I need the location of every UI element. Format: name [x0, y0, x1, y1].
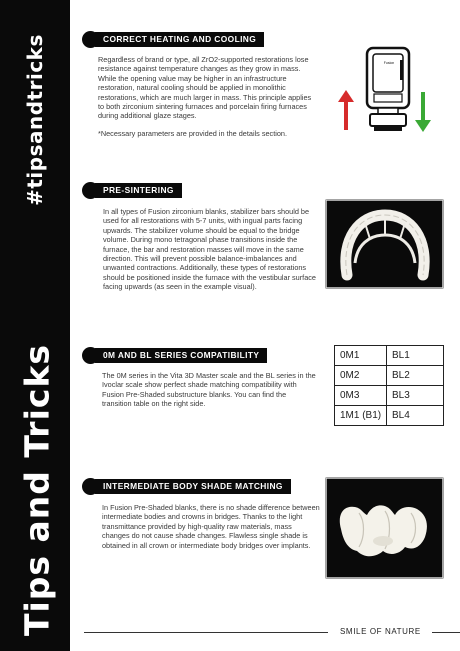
section-heating-header [82, 31, 264, 48]
furnace-label: Fusion [383, 61, 395, 65]
sidebar-title: Tips and Tricks [17, 343, 57, 637]
table-cell: 0M2 [335, 366, 387, 386]
section-intermediate-header [82, 478, 291, 495]
table-row [335, 366, 444, 386]
arrow-up-icon [338, 90, 354, 130]
section-heating-body: Regardless of brand or type, all ZrO2-supported restorations lose resistance against temperature changes as they grow in mass. While the opening value may be higher in an infrastructure restoration, natural cooling should be applied in monolithic restorations, which are much larger in mass. This principle applies to both zirconium sintering furnaces and porcelain firing furnaces during additional glaze stages. [98, 55, 312, 121]
section-presintering-title: PRE-SINTERING [95, 183, 182, 198]
footer-divider [84, 632, 328, 633]
sidebar [0, 0, 70, 651]
bridge-image [325, 477, 444, 579]
arrow-down-icon [415, 92, 431, 132]
table-cell: 0M1 [335, 346, 387, 366]
furnace-illustration [334, 40, 440, 136]
bullet-dot [82, 31, 99, 48]
shade-transition-table [334, 345, 444, 426]
section-intermediate-title: INTERMEDIATE BODY SHADE MATCHING [95, 479, 291, 494]
table-cell: BL2 [387, 366, 444, 386]
table-cell: BL3 [387, 386, 444, 406]
section-compat-title: 0M AND BL SERIES COMPATIBILITY [95, 348, 267, 363]
table-row [335, 346, 444, 366]
section-presintering-header [82, 182, 182, 199]
section-heating-note: *Necessary parameters are provided in the details section. [98, 129, 288, 138]
section-heating-title: CORRECT HEATING AND COOLING [95, 32, 264, 47]
furnace-door [373, 54, 403, 92]
footer-brand: SMILE OF NATURE [340, 627, 421, 636]
sidebar-hashtag: #tipsandtricks [23, 34, 47, 206]
section-presintering-body: In all types of Fusion zirconium blanks, stabilizer bars should be used for all restorations with 5-7 units, with ingual parts facing upwards. The stabilizer volume should be equal to the bridge volume. During mono tetragonal phase transitions inside the furnace, the bar and restoration masses will move in the same direction. This will prevent possible balance-imbalances and unwanted contractions. Additionally, these types of restorations should be positioned inside the furnace with the vestibular surface facing upwards (as seen in the example visual). [103, 207, 316, 292]
table-cell: 0M3 [335, 386, 387, 406]
bullet-dot [82, 347, 99, 364]
table-cell: BL4 [387, 406, 444, 426]
section-intermediate-body: In Fusion Pre-Shaded blanks, there is no shade difference between intermediate bodies and crowns in bridges. Thanks to the light transmittance provided by high-quality raw materials, mass changes do not cause shade changes. Flawless single shade is obtained in all crown or intermediate body bridges over implants. [102, 503, 320, 550]
table-cell: 1M1 (B1) [335, 406, 387, 426]
bullet-dot [82, 182, 99, 199]
table-row [335, 406, 444, 426]
bullet-dot [82, 478, 99, 495]
section-compat-body: The 0M series in the Vita 3D Master scale and the BL series in the Ivoclar scale show perfect shade matching compatibility with Fusion Pre-Shaded substructure blanks. You can find the transition table on the right side. [102, 371, 316, 409]
table-cell: BL1 [387, 346, 444, 366]
footer-divider [432, 632, 460, 633]
section-compat-header [82, 347, 267, 364]
presintering-image [325, 199, 444, 289]
table-row [335, 386, 444, 406]
